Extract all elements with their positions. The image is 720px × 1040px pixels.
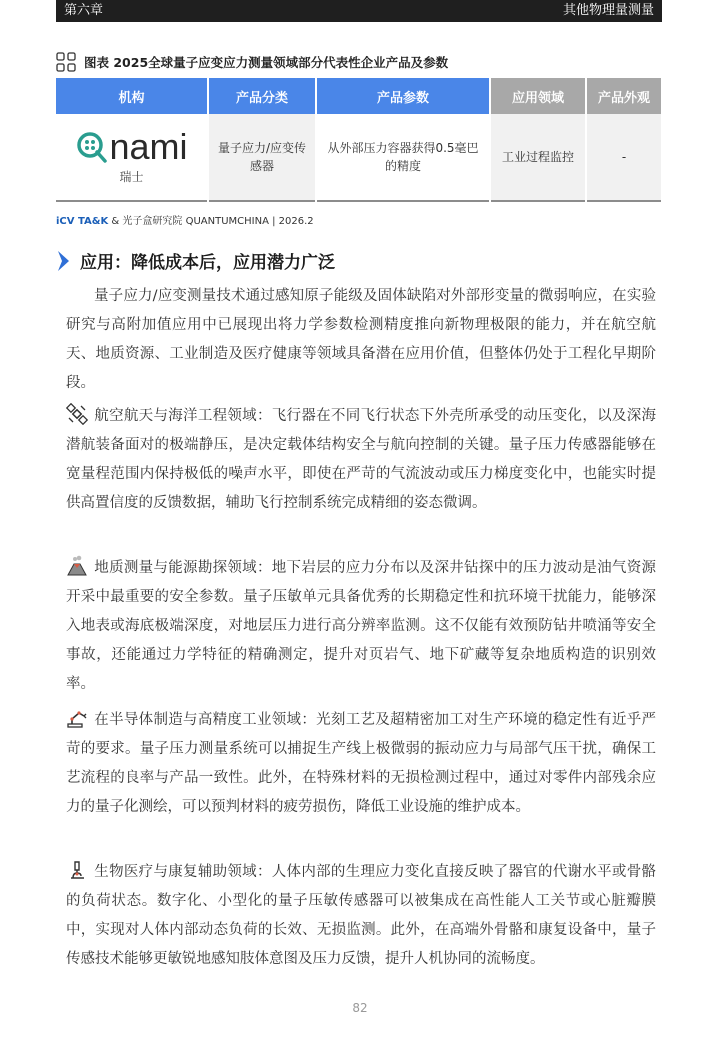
source-brand: iCV TA&K bbox=[56, 216, 109, 227]
column-header: 机构 bbox=[56, 78, 208, 114]
section-title: 应用：降低成本后，应用潜力广泛 bbox=[80, 253, 335, 273]
logo-wordmark: nami bbox=[109, 126, 188, 167]
chevron-right-icon bbox=[56, 250, 70, 272]
field-cell: 工业过程监控 bbox=[490, 114, 586, 201]
column-header: 产品参数 bbox=[316, 78, 490, 114]
source-text: & 光子盒研究院 QUANTUMCHINA | 2026.2 bbox=[108, 216, 314, 227]
column-header: 应用领域 bbox=[490, 78, 586, 114]
source-note bbox=[56, 212, 314, 227]
geology-paragraph bbox=[66, 554, 656, 699]
microscope-icon bbox=[66, 859, 88, 881]
paragraph-text: 在半导体制造与高精度工业领域：光刻工艺及超精密加工对生产环境的稳定性有近乎严苛的要求。量子压力测量系统可以捕捉生产线上极微弱的振动应力与局部气压干扰，确保工艺流程的良率与产品一致性。此外，在特殊材料的无损检测过程中，通过对零件内部残余应力的量子化测绘，可以预判材料的疲劳损伤，降低工业设施的维护成本。 bbox=[66, 712, 656, 815]
institution-cell bbox=[56, 114, 208, 201]
chart-grid-icon bbox=[56, 52, 76, 72]
paragraph-text: 生物医疗与康复辅助领域：人体内部的生理应力变化直接反映了器官的代谢水平或骨骼的负荷状态。数字化、小型化的量子压敏传感器可以被集成在高性能人工关节或心脏瓣膜中，实现对人体内部动态负荷的长效、无损监测。此外，在高端外骨骼和康复设备中，量子传感技术能够更敏锐地感知肢体意图及压力反馈，提升人机协同的流畅度。 bbox=[66, 864, 656, 967]
robot-arm-icon bbox=[66, 707, 88, 729]
figure-caption bbox=[56, 50, 448, 74]
aerospace-paragraph bbox=[66, 402, 656, 518]
table-row bbox=[56, 114, 662, 201]
paragraph-text: 地质测量与能源勘探领域：地下岩层的应力分布以及深井钻探中的压力波动是油气资源开采中最重要的安全参数。量子压敏单元具备优秀的长期稳定性和抗环境干扰能力，能够深入地表或海底极端深度，对地层压力进行高分辨率监测。这不仅能有效预防钻井喷涌等安全事故，还能通过力学特征的精确测定，提升对页岩气、地下矿藏等复杂地质构造的识别效率。 bbox=[66, 560, 656, 692]
column-header: 产品外观 bbox=[586, 78, 662, 114]
chapter-header-bar bbox=[56, 0, 662, 22]
column-header: 产品分类 bbox=[208, 78, 316, 114]
figure-caption-text: 图表 2025全球量子应变应力测量领域部分代表性企业产品及参数 bbox=[84, 55, 449, 70]
semiconductor-paragraph bbox=[66, 706, 656, 822]
appearance-cell: - bbox=[586, 114, 662, 201]
q-logo-icon bbox=[75, 130, 109, 164]
intro-paragraph: 量子应力/应变测量技术通过感知原子能级及固体缺陷对外部形变量的微弱响应，在实验研究与高附加值应用中已展现出将力学参数检测精度推向新物理极限的能力，并在航空航天、地质资源、工业制造及医疗健康等领域具备潜在应用价值，但整体仍处于工程化早期阶段。 bbox=[66, 288, 656, 391]
section-heading bbox=[56, 248, 335, 273]
chapter-label: 第六章 bbox=[64, 3, 104, 18]
section-label: 其他物理量测量 bbox=[562, 3, 654, 18]
country-label: 瑞士 bbox=[119, 170, 144, 184]
qnami-logo bbox=[75, 128, 187, 166]
satellite-icon bbox=[66, 403, 88, 425]
table-header-row bbox=[56, 78, 662, 114]
params-cell: 从外部压力容器获得0.5毫巴的精度 bbox=[316, 114, 490, 201]
medical-paragraph bbox=[66, 858, 656, 974]
volcano-icon bbox=[66, 555, 88, 577]
category-cell: 量子应力/应变传感器 bbox=[208, 114, 316, 201]
product-table bbox=[56, 78, 663, 202]
paragraph-text: 航空航天与海洋工程领域：飞行器在不同飞行状态下外壳所承受的动压变化，以及深海潜航装备面对的极端静压，是决定载体结构安全与航向控制的关键。量子压力传感器能够在宽量程范围内保持极低的噪声水平，即使在严苛的气流波动或压力梯度变化中，也能实时提供高置信度的反馈数据，辅助飞行控制系统完成精细的姿态微调。 bbox=[66, 408, 656, 511]
page-number: 82 bbox=[352, 1001, 368, 1015]
